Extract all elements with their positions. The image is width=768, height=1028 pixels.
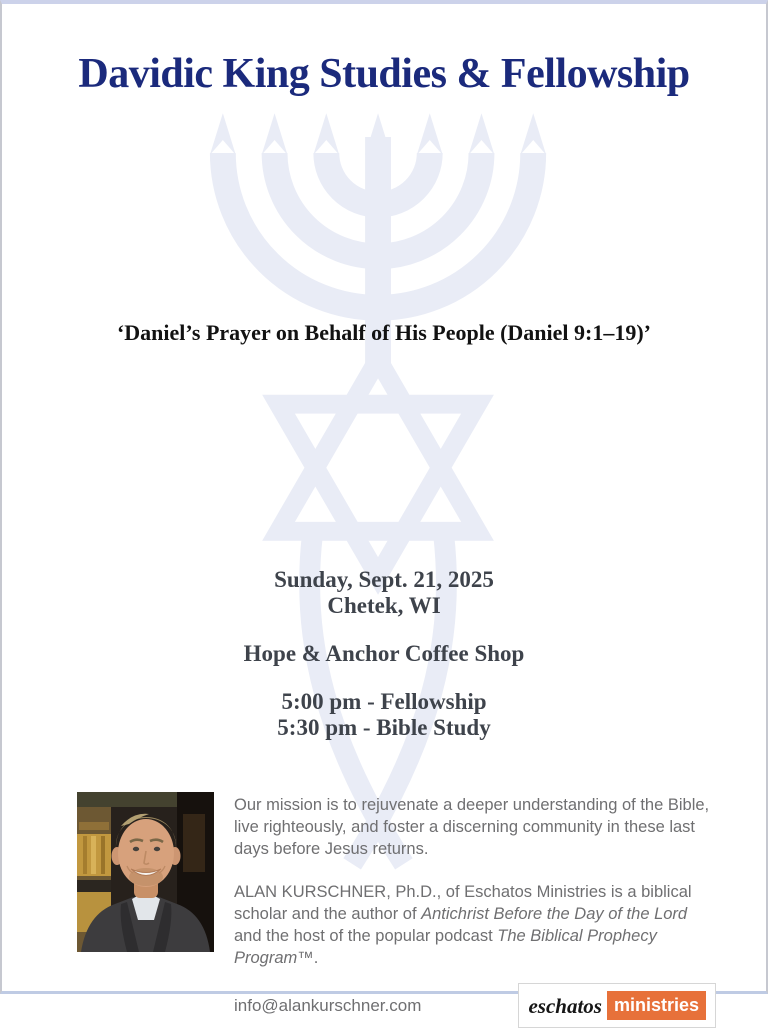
bio-text-2: and the host of the popular podcast xyxy=(234,927,498,945)
study-topic: ‘Daniel’s Prayer on Behalf of His People (Daniel 9:1–19)’ xyxy=(116,320,652,345)
event-date: Sunday, Sept. 21, 2025 xyxy=(274,567,494,592)
spacer xyxy=(2,667,766,689)
event-venue: Hope & Anchor Coffee Shop xyxy=(243,641,525,666)
spacer xyxy=(2,619,766,641)
podcast-title: The Biblical Prophecy Program xyxy=(234,927,657,967)
eschatos-ministries-logo xyxy=(518,983,716,1028)
contact-email: info@alankurschner.com xyxy=(234,995,422,1015)
logo-eschatos-text: eschatos xyxy=(528,993,602,1018)
bio-text-1: ALAN KURSCHNER, Ph.D., of Eschatos Ministries is a biblical scholar and the author of xyxy=(234,883,692,923)
page-title: Davidic King Studies & Fellowship xyxy=(78,51,690,97)
alan-kurschner-photo xyxy=(77,792,214,952)
logo-ministries-text: ministries xyxy=(607,991,706,1020)
about-section xyxy=(77,792,716,1028)
contact-row xyxy=(234,983,716,1028)
about-text-column xyxy=(234,792,716,1028)
event-city: Chetek, WI xyxy=(327,593,441,618)
event-schedule-fellowship: 5:00 pm - Fellowship xyxy=(281,689,487,714)
flyer-content xyxy=(2,4,766,1018)
event-schedule-bible-study: 5:30 pm - Bible Study xyxy=(277,715,491,740)
event-details xyxy=(2,567,766,741)
bio-paragraph xyxy=(234,881,716,969)
book-title: Antichrist Before the Day of the Lord xyxy=(421,905,688,923)
mission-statement: Our mission is to rejuvenate a deeper understanding of the Bible, live righteously, and foster a discerning community in these last days before Jesus returns. xyxy=(234,796,710,858)
bio-text-3: ™. xyxy=(297,949,319,967)
